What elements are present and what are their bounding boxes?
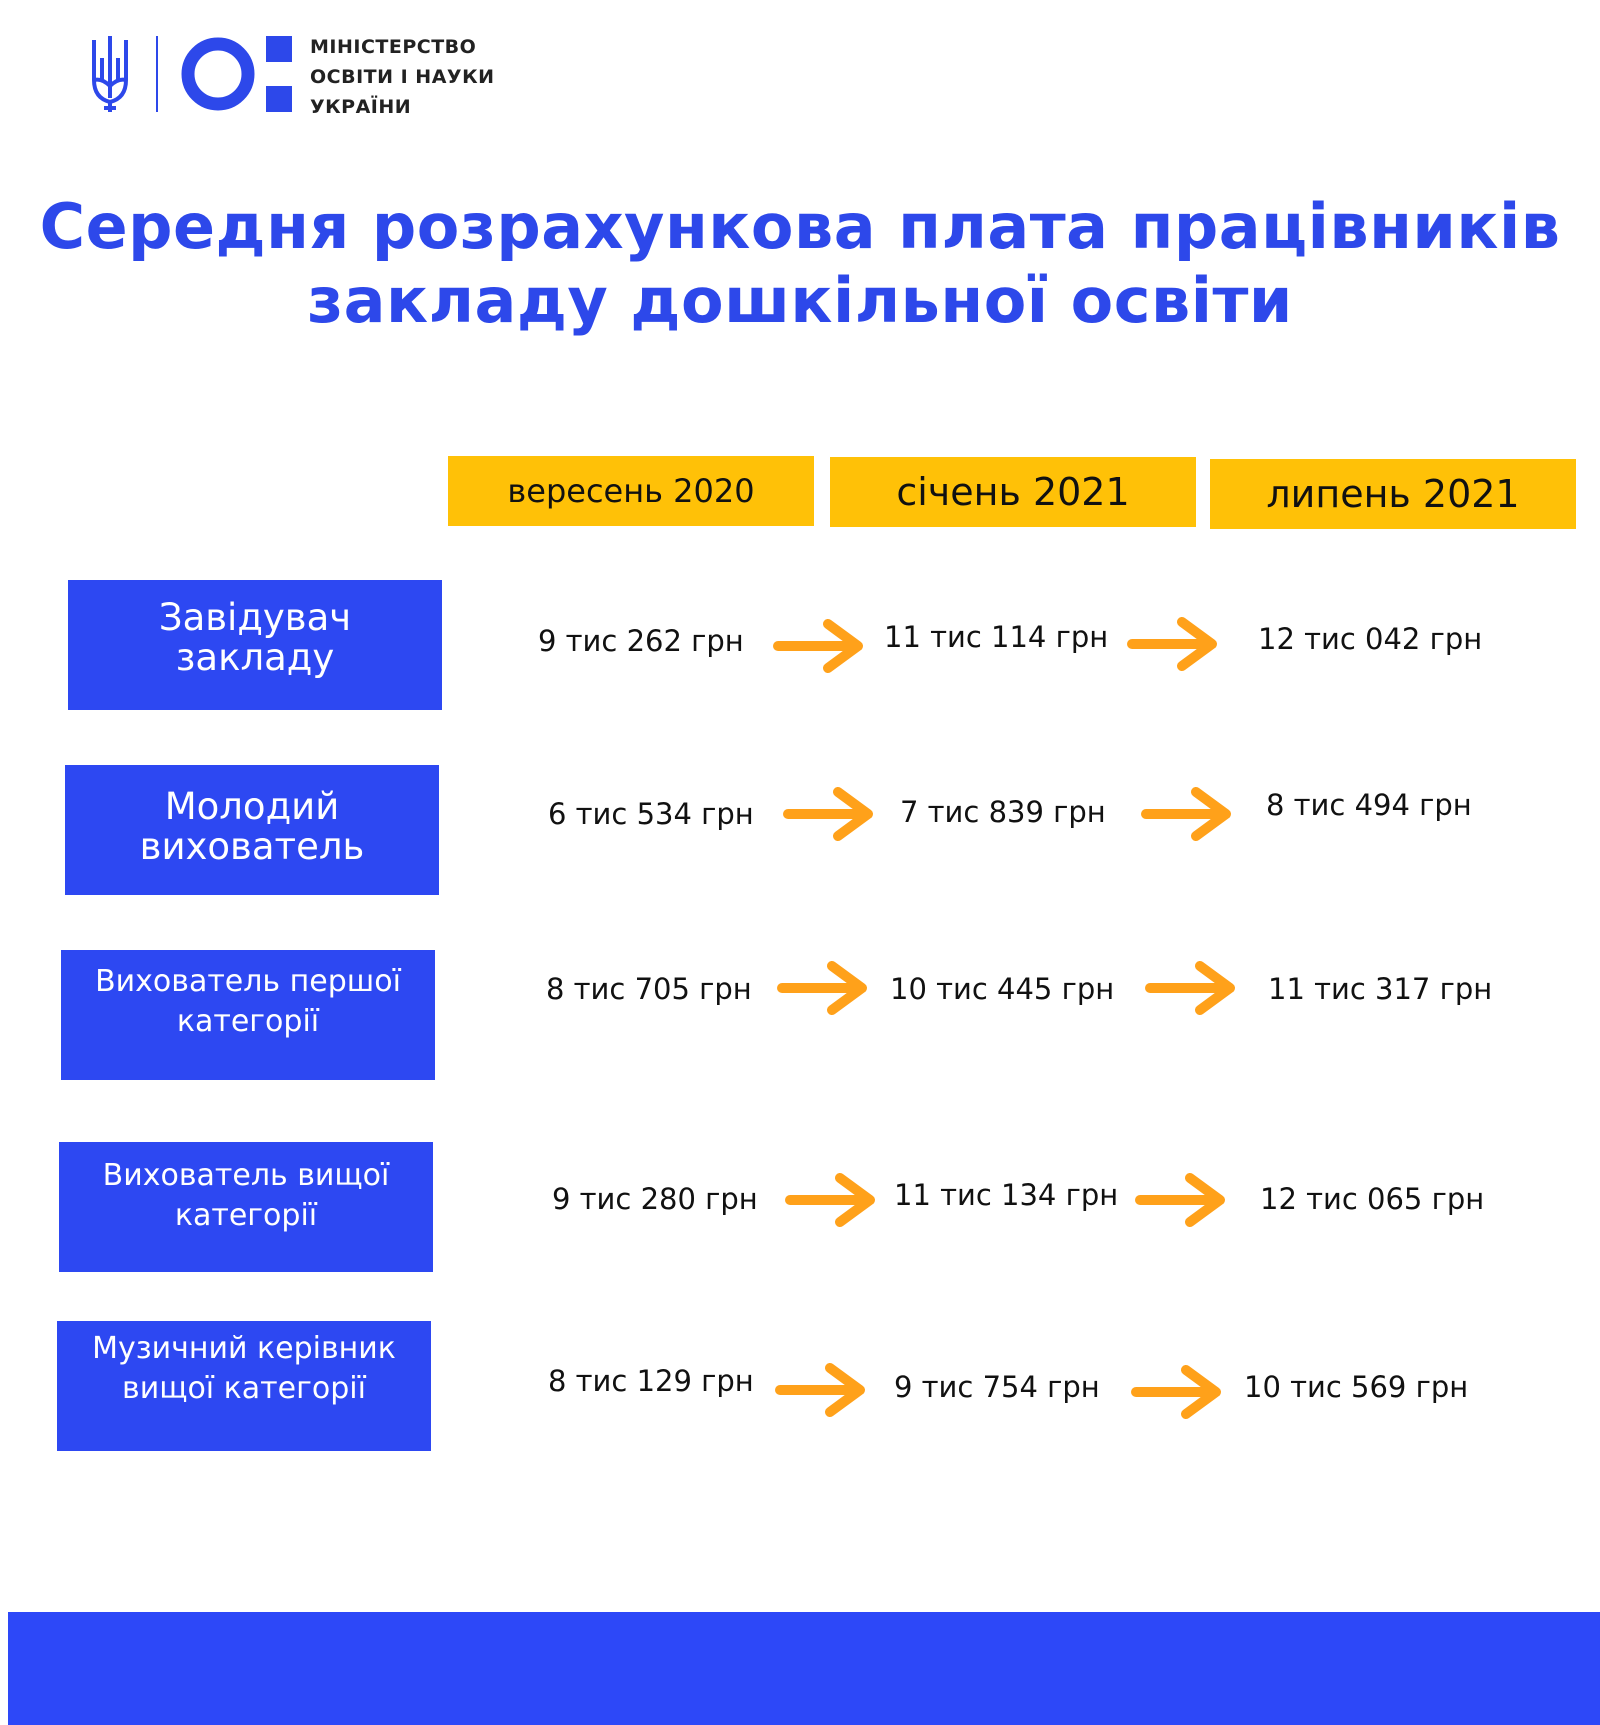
trident-icon	[88, 28, 308, 128]
column-header-label: липень 2021	[1266, 472, 1520, 516]
table-cell: 8 тис 494 грн	[1266, 788, 1472, 822]
arrow-right-icon	[1126, 616, 1222, 672]
ministry-logo-mark	[188, 44, 248, 104]
table-cell: 11 тис 114 грн	[884, 620, 1109, 654]
page-title-line-2: закладу дошкільної освіти	[307, 264, 1293, 337]
ministry-name-line-2: ОСВІТИ І НАУКИ	[310, 66, 495, 88]
arrow-right-icon	[1130, 1364, 1226, 1420]
row-label-junior-educator	[65, 765, 439, 895]
ministry-name-line-1: МІНІСТЕРСТВО	[310, 36, 477, 58]
logo-divider	[156, 36, 158, 112]
row-label-line: Вихователь вищої	[102, 1158, 390, 1193]
row-label-line: категорії	[174, 1198, 318, 1233]
table-cell: 12 тис 042 грн	[1258, 622, 1483, 656]
column-header-sep-2020	[448, 456, 814, 526]
table-cell: 10 тис 445 грн	[890, 972, 1115, 1006]
row-label-line: Завідувач	[158, 596, 352, 639]
row-label-first-category-educator	[61, 950, 435, 1080]
table-cell: 11 тис 134 грн	[894, 1178, 1119, 1212]
table-cell: 9 тис 754 грн	[894, 1370, 1100, 1404]
column-header-jul-2021	[1210, 459, 1576, 529]
row-label-music-director	[57, 1321, 431, 1451]
table-cell: 9 тис 280 грн	[552, 1182, 758, 1216]
arrow-right-icon	[784, 1172, 880, 1228]
arrow-right-icon	[1144, 960, 1240, 1016]
table-cell: 8 тис 705 грн	[546, 972, 752, 1006]
row-label-higher-category-educator	[59, 1142, 433, 1272]
arrow-right-icon	[1134, 1172, 1230, 1228]
column-header-label: вересень 2020	[507, 472, 755, 510]
arrow-right-icon	[776, 960, 872, 1016]
ministry-name-line-3: УКРАЇНИ	[310, 96, 412, 118]
arrow-right-icon	[1140, 786, 1236, 842]
ministry-name	[310, 32, 495, 122]
arrow-right-icon	[774, 1362, 870, 1418]
row-label-line: закладу	[175, 636, 335, 679]
footer-band	[8, 1612, 1600, 1725]
row-label-line: Молодий	[164, 785, 340, 828]
row-label-line: вищої категорії	[122, 1371, 366, 1406]
row-label-head-of-institution	[68, 580, 442, 710]
arrow-right-icon	[772, 618, 868, 674]
table-cell: 6 тис 534 грн	[548, 797, 754, 831]
column-header-label: січень 2021	[896, 470, 1130, 514]
row-label-line: Вихователь першої	[95, 964, 401, 999]
table-cell: 7 тис 839 грн	[900, 795, 1106, 829]
page-title	[0, 190, 1600, 338]
arrow-right-icon	[782, 786, 878, 842]
column-header-jan-2021	[830, 457, 1196, 527]
table-cell: 8 тис 129 грн	[548, 1364, 754, 1398]
row-label-line: вихователь	[139, 825, 365, 868]
row-label-line: категорії	[176, 1004, 320, 1039]
table-cell: 10 тис 569 грн	[1244, 1370, 1469, 1404]
table-cell: 9 тис 262 грн	[538, 624, 744, 658]
ministry-logo	[88, 28, 508, 128]
page-title-line-1: Середня розрахункова плата працівників	[39, 190, 1561, 263]
row-label-line: Музичний керівник	[92, 1331, 396, 1366]
table-cell: 12 тис 065 грн	[1260, 1182, 1485, 1216]
table-cell: 11 тис 317 грн	[1268, 972, 1493, 1006]
